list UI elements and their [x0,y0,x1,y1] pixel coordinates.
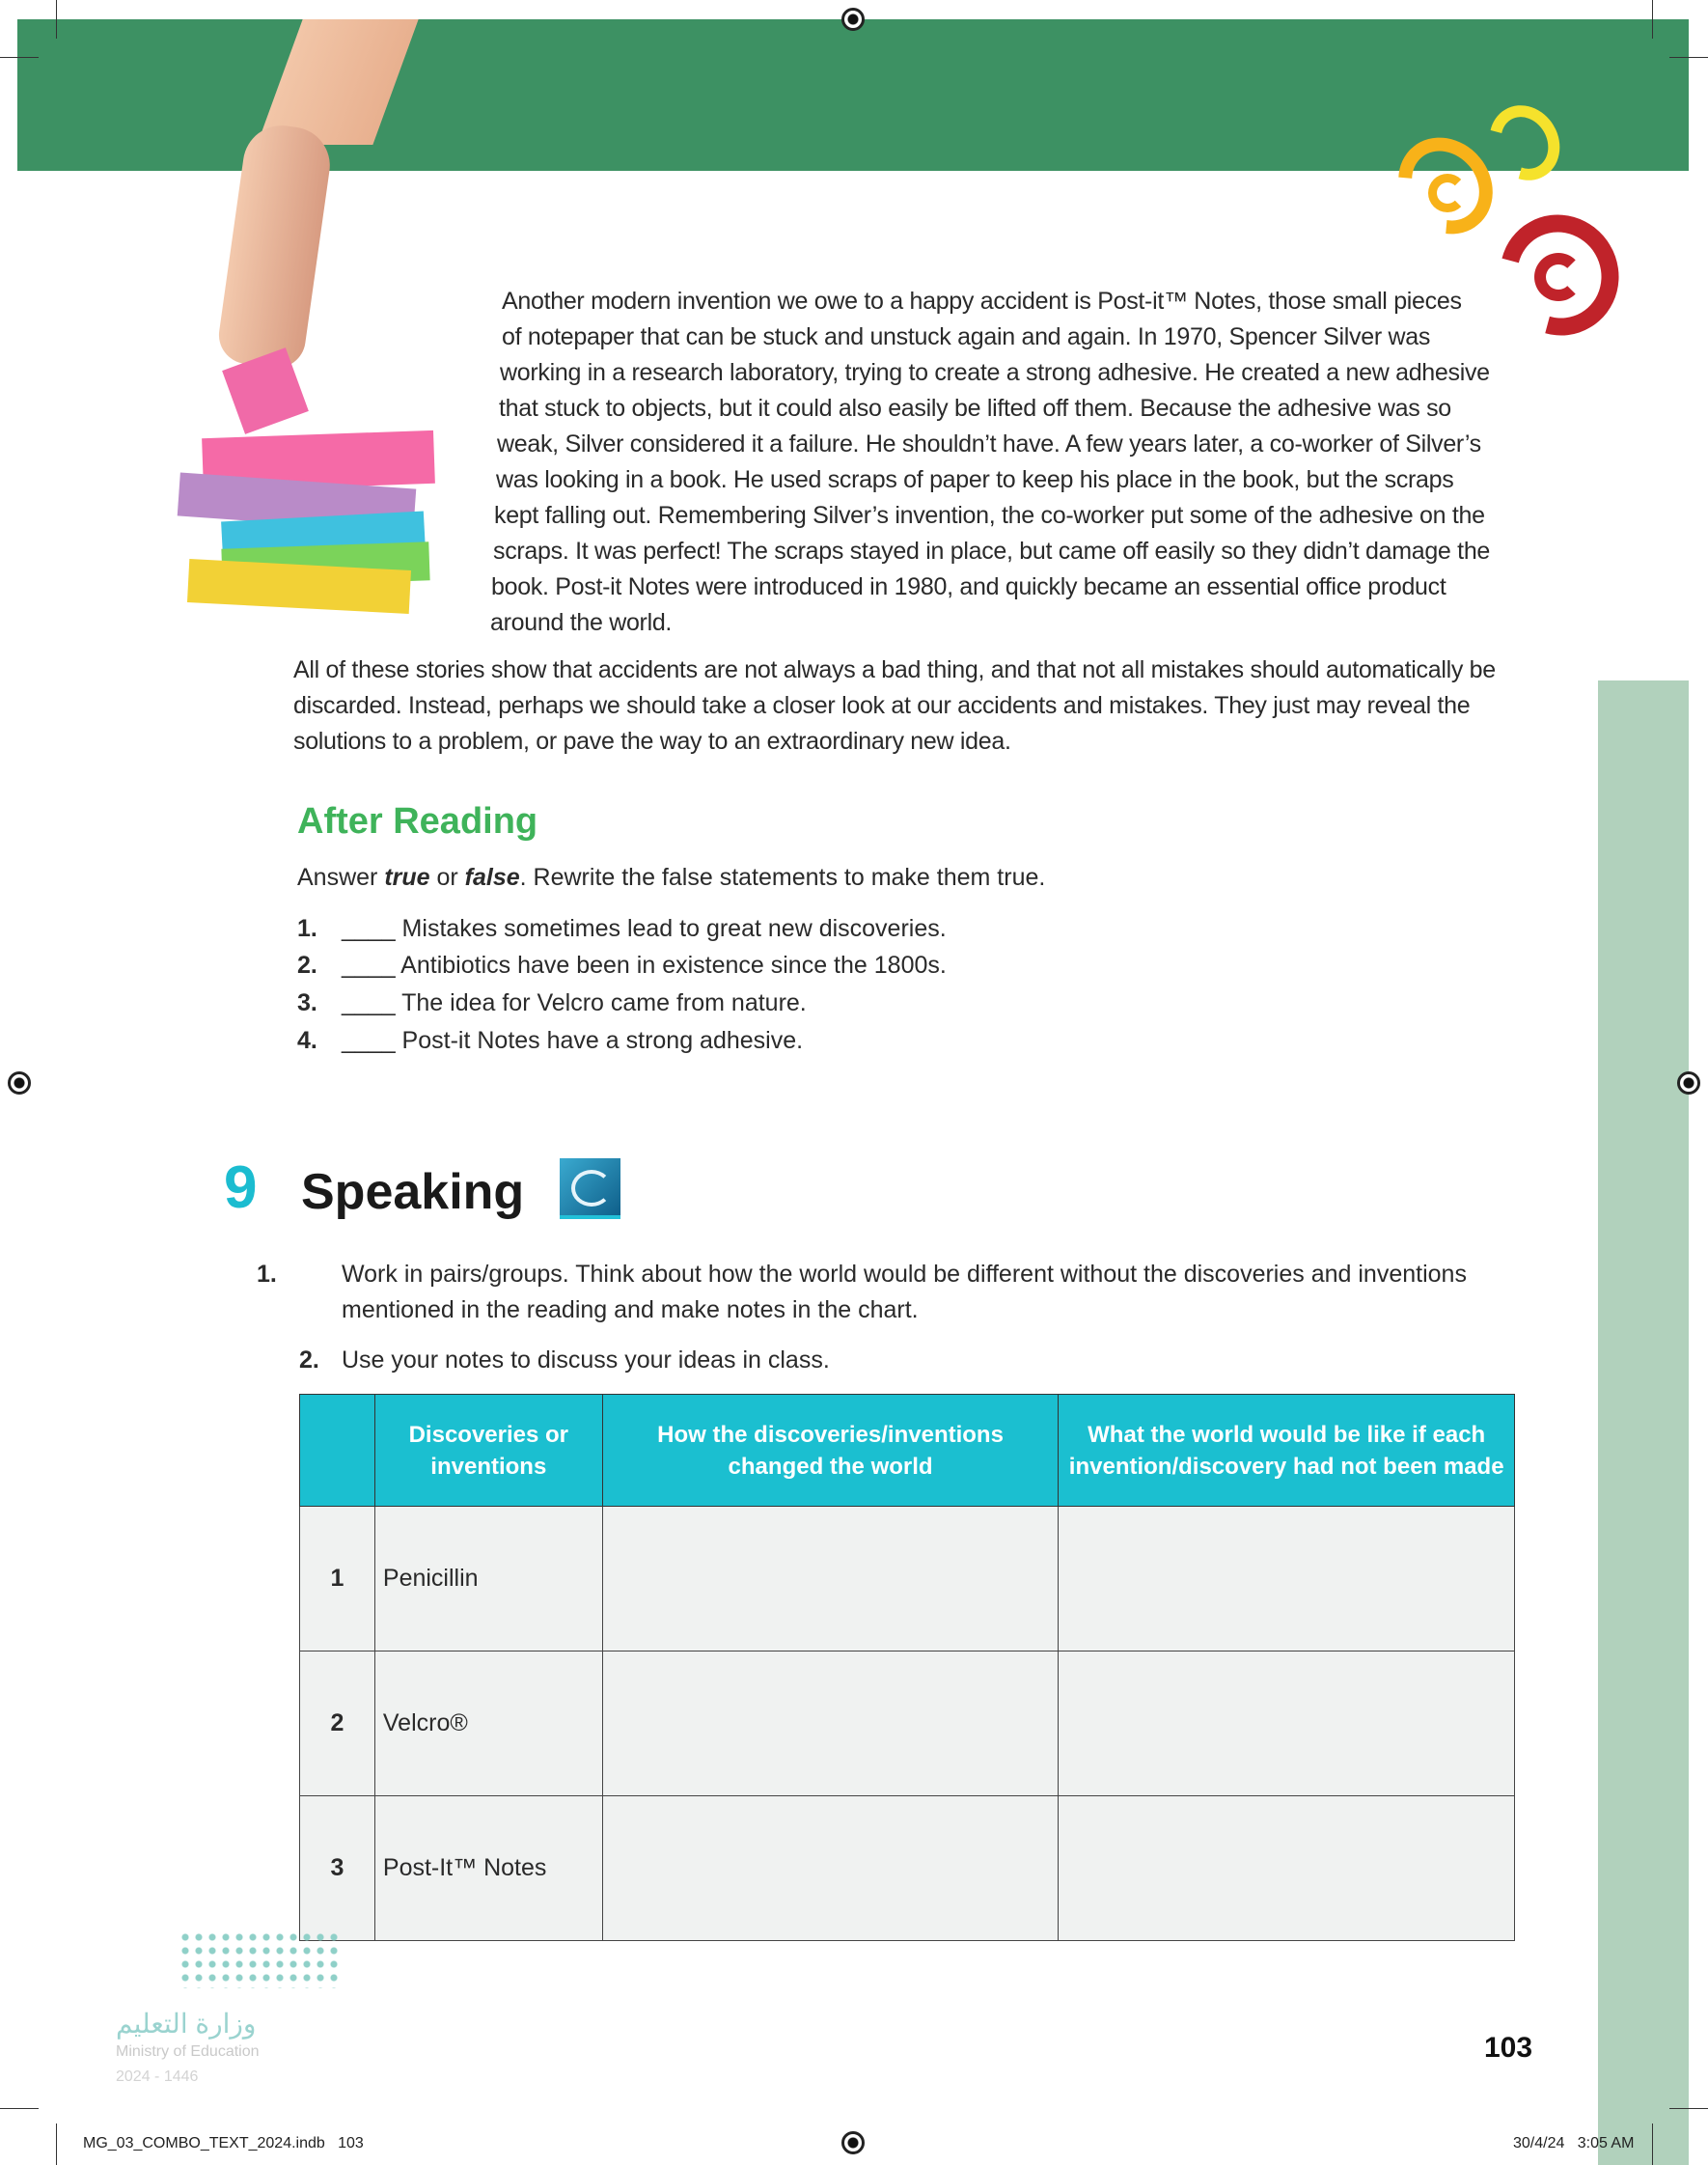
instruction-text: Answer [297,864,385,891]
notes-cell[interactable] [1059,1796,1515,1941]
item-number: 1. [297,915,317,942]
column-header: What the world would be like if each invention/discovery had not been made [1059,1395,1515,1507]
column-header: How the discoveries/inventions changed the world [602,1395,1059,1507]
crop-mark [1669,57,1708,58]
table-row [300,1796,1515,1941]
crop-mark [1652,2123,1653,2165]
paragraph-line: of notepaper that can be stuck and unstuck again and again. In 1970, Spencer Silver was [502,323,1431,350]
true-word: true [384,864,430,891]
instruction-text: or [429,864,465,891]
paragraph-line: book. Post-it Notes were introduced in 1980, and quickly became an essential office product [491,573,1446,600]
instruction-number: 2. [299,1346,319,1374]
reading-paragraph-2: All of these stories show that accidents are not always a bad thing, and that not all mistakes should automatically be discarded. Instead, perhaps we should take a closer look at our accidents and mistakes. They just may reveal the solutions to a problem, or pave the way to an extraordinary new idea. [293,656,1496,755]
paragraph-line: scraps. It was perfect! The scraps stayed in place, but came off easily so they didn’t damage the [493,538,1491,565]
notes-cell[interactable] [1059,1507,1515,1652]
notes-cell[interactable] [602,1507,1059,1652]
table-row [300,1507,1515,1652]
side-band [1598,680,1689,2165]
true-false-item [297,989,807,1017]
item-text: ____ Post-it Notes have a strong adhesive. [342,1027,804,1054]
sticky-notes-illustration [164,19,473,598]
paragraph-line: kept falling out. Remembering Silver’s invention, the co-worker put some of the adhesive on the [494,502,1485,529]
logo-year: 2024 - 1446 [116,2068,199,2085]
item-text: ____ Antibiotics have been in existence since the 1800s. [342,952,947,979]
paragraph-line: weak, Silver considered it a failure. He shouldn’t have. A few years later, a co-worker of Silver’s [497,430,1481,458]
instruction-text: Use your notes to discuss your ideas in class. [342,1346,830,1374]
speaking-instruction [257,1257,1505,1328]
row-item: Velcro® [374,1652,602,1796]
crop-mark [0,57,39,58]
row-number: 2 [300,1652,375,1796]
column-header [300,1395,375,1507]
true-false-item [297,1027,803,1055]
section-number: 9 [224,1154,258,1221]
notes-cell[interactable] [602,1796,1059,1941]
notes-chart-table [299,1394,1515,1941]
crop-mark [56,2123,57,2165]
paragraph-line: working in a research laboratory, trying to create a strong adhesive. He created a new adhesive [500,359,1490,386]
item-number: 2. [297,952,317,979]
item-text: ____ Mistakes sometimes lead to great new discoveries. [342,915,947,942]
after-reading-heading: After Reading [297,801,538,842]
ministry-logo [116,1930,367,2086]
paragraph-line: Another modern invention we owe to a happy accident is Post-it™ Notes, those small pieces [502,288,1462,315]
notes-cell[interactable] [602,1652,1059,1796]
paragraph-line: around the world. [490,609,673,636]
instruction-text: Work in pairs/groups. Think about how the world would be different without the discoveries and inventions mentioned in the reading and make notes in the chart. [342,1261,1467,1323]
logo-dots [179,1930,343,1988]
row-item: Penicillin [374,1507,602,1652]
item-text: ____ The idea for Velcro came from nature. [342,989,807,1016]
column-header: Discoveries or inventions [374,1395,602,1507]
registration-mark-icon [1677,1071,1700,1095]
row-item: Post-It™ Notes [374,1796,602,1941]
false-word: false [464,864,520,891]
table-row [300,1652,1515,1796]
logo-arabic: وزارة التعليم [116,2009,257,2039]
speech-bubble-icon [560,1158,620,1219]
paragraph-line: that stuck to objects, but it could also easily be lifted off them. Because the adhesive was so [499,395,1451,422]
registration-mark-icon [841,2131,865,2154]
instruction-text: . Rewrite the false statements to make them true. [519,864,1046,891]
logo-english: Ministry of Education [116,2043,260,2060]
table-header-row [300,1395,1515,1507]
speaking-instruction [299,1343,830,1378]
page-number: 103 [1484,2032,1533,2064]
notes-cell[interactable] [1059,1652,1515,1796]
crop-mark [56,0,57,39]
registration-mark-icon [841,8,865,31]
crop-mark [1652,0,1653,39]
true-false-item [297,952,947,980]
footer-date: 30/4/24 3:05 AM [1513,2135,1635,2151]
footer-file: MG_03_COMBO_TEXT_2024.indb 103 [83,2135,364,2151]
row-number: 3 [300,1796,375,1941]
crop-mark [0,2108,39,2109]
speaking-heading: Speaking [301,1164,525,1220]
paragraph-line: was looking in a book. He used scraps of paper to keep his place in the book, but the scraps [496,466,1454,493]
instruction-number: 1. [257,1261,277,1288]
after-reading-instruction [297,864,1045,892]
registration-mark-icon [8,1071,31,1095]
item-number: 4. [297,1027,317,1054]
true-false-item [297,915,947,943]
row-number: 1 [300,1507,375,1652]
crop-mark [1669,2108,1708,2109]
item-number: 3. [297,989,317,1016]
